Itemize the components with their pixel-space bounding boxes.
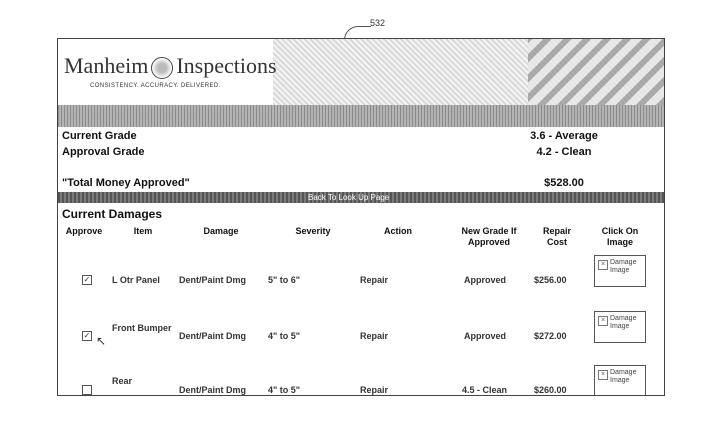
col-severity: Severity — [295, 226, 331, 236]
broken-image-icon: × — [598, 260, 608, 270]
row-cost: $256.00 — [534, 275, 567, 285]
total-money-label: "Total Money Approved" — [62, 177, 190, 189]
back-bar — [58, 192, 664, 203]
row-item: Rear — [112, 376, 133, 386]
figure-reference-number: 532 — [370, 18, 386, 28]
row-new-grade: Approved — [464, 275, 507, 285]
col-action: Action — [384, 226, 412, 236]
mouse-cursor-icon: ↖ — [96, 334, 107, 348]
damage-image-label: Damage Image — [610, 259, 637, 274]
row-severity: 4" to 5" — [268, 331, 301, 341]
row-severity: 4" to 5" — [268, 385, 301, 395]
damage-image-label: Damage Image — [610, 369, 637, 384]
row-new-grade: 4.5 - Clean — [462, 385, 508, 395]
approval-grade-label: Approval Grade — [62, 146, 145, 158]
damage-image-button[interactable] — [594, 255, 646, 287]
manheim-logo-icon — [151, 57, 173, 79]
col-click-image: Click On Image — [601, 226, 639, 247]
damage-image-label: Damage Image — [610, 315, 637, 330]
brand-name-left: Manheim — [64, 53, 149, 78]
current-grade-value: 3.6 - Average — [530, 130, 598, 142]
approve-checkbox[interactable] — [82, 385, 92, 395]
approval-grade-value: 4.2 - Clean — [536, 146, 592, 158]
current-grade-label: Current Grade — [62, 130, 137, 142]
row-cost: $260.00 — [534, 385, 567, 395]
col-repair-cost: Repair Cost — [542, 226, 571, 247]
brand-tagline: CONSISTENCY. ACCURACY. DELIVERED. — [90, 83, 221, 89]
damage-image-button[interactable] — [594, 311, 646, 343]
brand-name-right: Inspections — [176, 53, 277, 78]
approve-checkbox[interactable]: ✓ — [83, 275, 91, 284]
row-item: L Otr Panel — [112, 275, 160, 285]
brand-logo — [64, 53, 277, 79]
row-new-grade: Approved — [464, 331, 507, 341]
damage-image-button[interactable] — [594, 365, 646, 396]
back-to-lookup-link[interactable]: Back To Look Up Page — [308, 193, 390, 202]
current-damages-title: Current Damages — [62, 207, 163, 221]
row-action: Repair — [360, 275, 389, 285]
total-money-value: $528.00 — [544, 177, 584, 189]
col-damage: Damage — [203, 226, 239, 236]
row-damage: Dent/Paint Dmg — [179, 385, 247, 395]
row-severity: 5" to 6" — [268, 275, 301, 285]
broken-image-icon: × — [598, 316, 608, 326]
inspection-window — [57, 38, 665, 396]
header-banner — [58, 39, 664, 105]
row-cost: $272.00 — [534, 331, 567, 341]
row-damage: Dent/Paint Dmg — [179, 331, 247, 341]
col-new-grade: New Grade If Approved — [461, 226, 517, 247]
row-damage: Dent/Paint Dmg — [179, 275, 247, 285]
col-item: Item — [133, 226, 153, 236]
col-approve: Approve — [65, 226, 103, 236]
row-action: Repair — [360, 385, 389, 395]
row-action: Repair — [360, 331, 389, 341]
row-item: Front Bumper — [112, 323, 172, 333]
broken-image-icon: × — [598, 370, 608, 380]
notice-bar — [58, 105, 664, 127]
approve-checkbox[interactable]: ✓ — [83, 331, 91, 340]
banner-stripes — [528, 39, 664, 105]
